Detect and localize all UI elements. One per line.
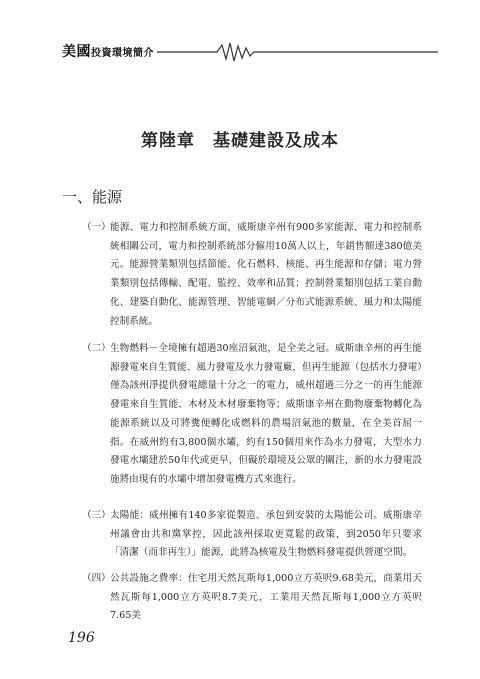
paragraph-text: 公共設施之費率：住宅用天然瓦斯每1,000立方英呎9.68美元，商業用天然瓦斯每1,000立方英呎8.7美元，工業用天然瓦斯每1,000立方英呎7.65美	[110, 573, 422, 622]
paragraph-number: （一）	[82, 222, 111, 233]
paragraph-3	[82, 507, 422, 563]
paragraph-2	[82, 340, 422, 490]
page-number: 196	[68, 630, 95, 646]
paragraph-text: 生物燃料－全境擁有超過30座沼氣池，是全美之冠。威斯康辛州的再生能源發電來自生質能、風力發電及水力發電廠，但再生能源（包括水力發電）僅為該州淨提供發電總量十分之一的電力，威州超過三分之一的再生能源發電來自生質能、木材及木材廢棄物等；威斯康辛州在動物廢棄物轉化為能源系統以及可將糞便轉化成燃料的農場沼氣池的數量，在全美首屈一指。在威州約有3,800個水壩，約有150個用來作為水力發電，大型水力發電水壩建於50年代或更早，但礙於環境及公眾的關注，新的水力發電設施將由現有的水壩中增加發電機方式來進行。	[110, 343, 422, 485]
paragraph-number: （四）	[82, 573, 111, 584]
paragraph-number: （二）	[82, 343, 111, 354]
paragraph-4	[82, 570, 422, 626]
chapter-title: 第陸章 基礎建設及成本	[141, 131, 339, 151]
section-title: 一、能源	[62, 188, 123, 206]
running-header	[62, 37, 438, 67]
paragraph-text: 太陽能：威州擁有140多家從製造、承包到安裝的太陽能公司。威斯康辛州議會由共和黨掌控，因此該州採取更寬鬆的政策，到2050年只要求「清潔（而非再生）」能源，此將為核電及生物燃料發電提供營運空間。	[110, 510, 422, 559]
header-title	[62, 41, 154, 61]
paragraph-number: （三）	[82, 510, 111, 521]
paragraph-text: 能源、電力和控制系統方面，威斯康辛州有900多家能源、電力和控制系統相關公司，電力和控制系統部分僱用10萬人以上，年銷售額達380億美元。能源營業類別包括節能、化石燃料、核能、再生能源和存儲；電力營業類別包括傳輸、配電、監控、效率和品質；控制營業類別包括工業自動化、建築自動化、能源管理、智能電網／分布式能源系統、風力和太陽能控制系統。	[110, 222, 422, 327]
header-title-main: 美國	[62, 44, 91, 60]
paragraph-1	[82, 219, 422, 331]
header-title-rest: 投資環境簡介	[91, 48, 154, 59]
